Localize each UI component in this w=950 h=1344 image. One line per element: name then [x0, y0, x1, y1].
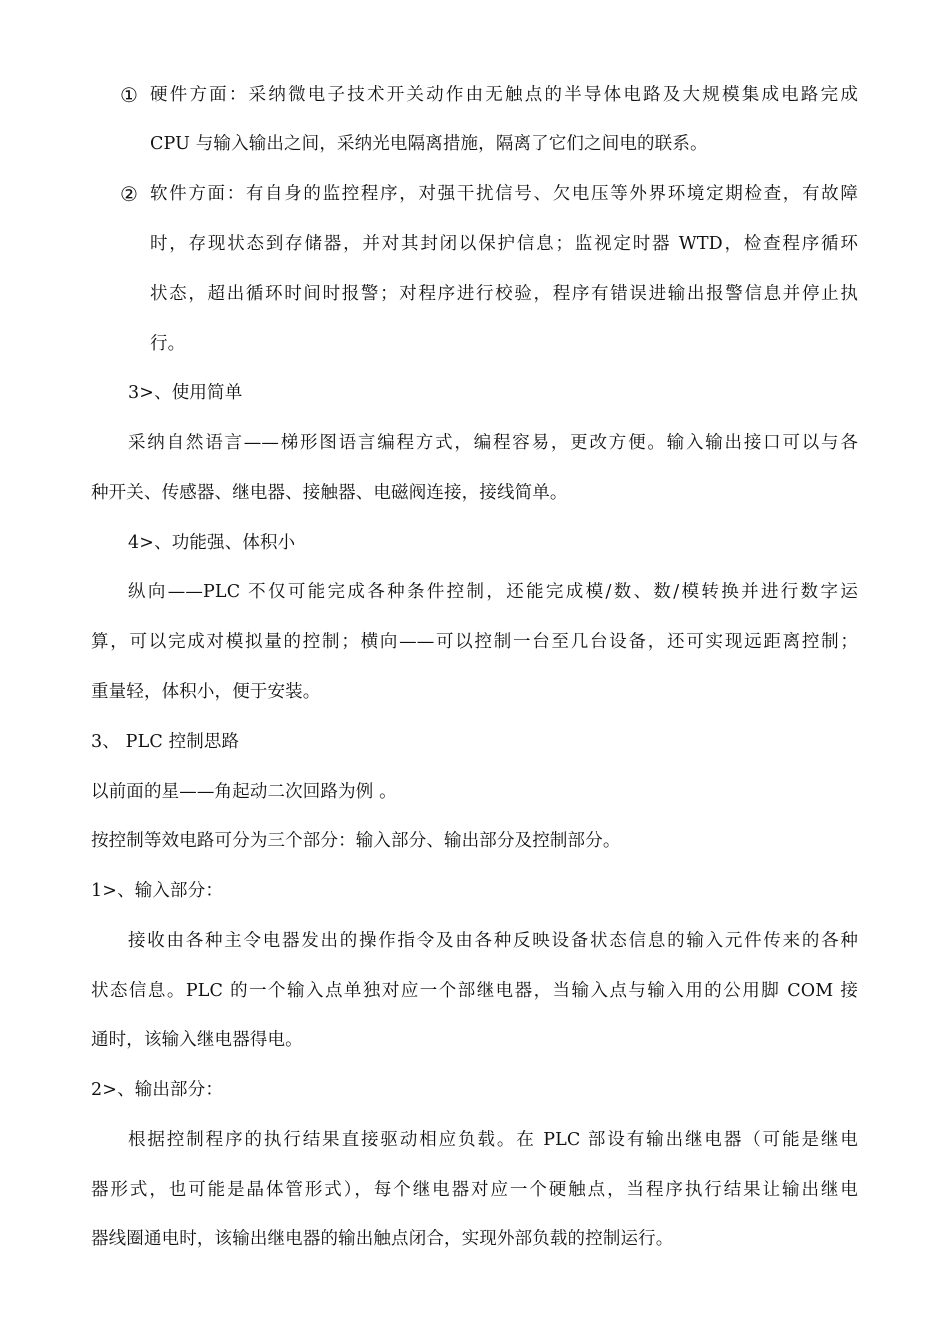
- section-4-heading: 4>、功能强、体积小: [128, 533, 296, 553]
- output-part-heading: 2>、输出部分：: [91, 1080, 223, 1100]
- section-3-line-2: 种开关、传感器、继电器、接触器、电磁阀连接，接线简单。: [91, 483, 568, 503]
- output-part-line-2: 器形式，也可能是晶体管形式），每个继电器对应一个硬触点，当程序执行结果让输出继电: [91, 1180, 858, 1200]
- part-3-line-1: 以前面的星——角起动二次回路为例 。: [91, 782, 397, 802]
- output-part-line-3: 器线圈通电时，该输出继电器的输出触点闭合，实现外部负载的控制运行。: [91, 1229, 674, 1249]
- input-part-line-2: 状态信息。PLC 的一个输入点单独对应一个部继电器，当输入点与输入用的公用脚 COM 接: [91, 981, 858, 1001]
- item-1-line-2: CPU 与输入输出之间，采纳光电隔离措施，隔离了它们之间电的联系。: [150, 134, 708, 154]
- item-2-line-1: 软件方面：有自身的监控程序，对强干扰信号、欠电压等外界环境定期检查，有故障: [150, 184, 858, 204]
- item-2-line-4: 行。: [150, 334, 186, 354]
- item-2-line-3: 状态，超出循环时间时报警；对程序进行校验，程序有错误进输出报警信息并停止执: [150, 284, 858, 304]
- section-3-line-1: 采纳自然语言——梯形图语言编程方式，编程容易，更改方便。输入输出接口可以与各: [128, 433, 858, 453]
- part-3-heading: 3、 PLC 控制思路: [91, 732, 240, 752]
- section-4-line-1: 纵向——PLC 不仅可能完成各种条件控制，还能完成模/数、数/模转换并进行数字运: [128, 582, 858, 602]
- input-part-heading: 1>、输入部分：: [91, 881, 223, 901]
- item-2-marker: ②: [120, 182, 138, 206]
- part-3-line-2: 按控制等效电路可分为三个部分：输入部分、输出部分及控制部分。: [91, 831, 621, 851]
- section-4-line-2: 算，可以完成对模拟量的控制；横向——可以控制一台至几台设备，还可实现远距离控制；: [91, 632, 858, 652]
- item-2-line-2: 时，存现状态到存储器，并对其封闭以保护信息；监视定时器 WTD，检查程序循环: [150, 234, 858, 254]
- item-1-marker: ①: [120, 83, 138, 107]
- section-3-heading: 3>、使用简单: [128, 383, 243, 403]
- output-part-line-1: 根据控制程序的执行结果直接驱动相应负载。在 PLC 部设有输出继电器（可能是继电: [128, 1130, 858, 1150]
- input-part-line-1: 接收由各种主令电器发出的操作指令及由各种反映设备状态信息的输入元件传来的各种: [128, 931, 858, 951]
- item-1-line-1: 硬件方面：采纳微电子技术开关动作由无触点的半导体电路及大规模集成电路完成: [150, 85, 858, 105]
- input-part-line-3: 通时，该输入继电器得电。: [91, 1030, 303, 1050]
- section-4-line-3: 重量轻，体积小，便于安装。: [91, 682, 321, 702]
